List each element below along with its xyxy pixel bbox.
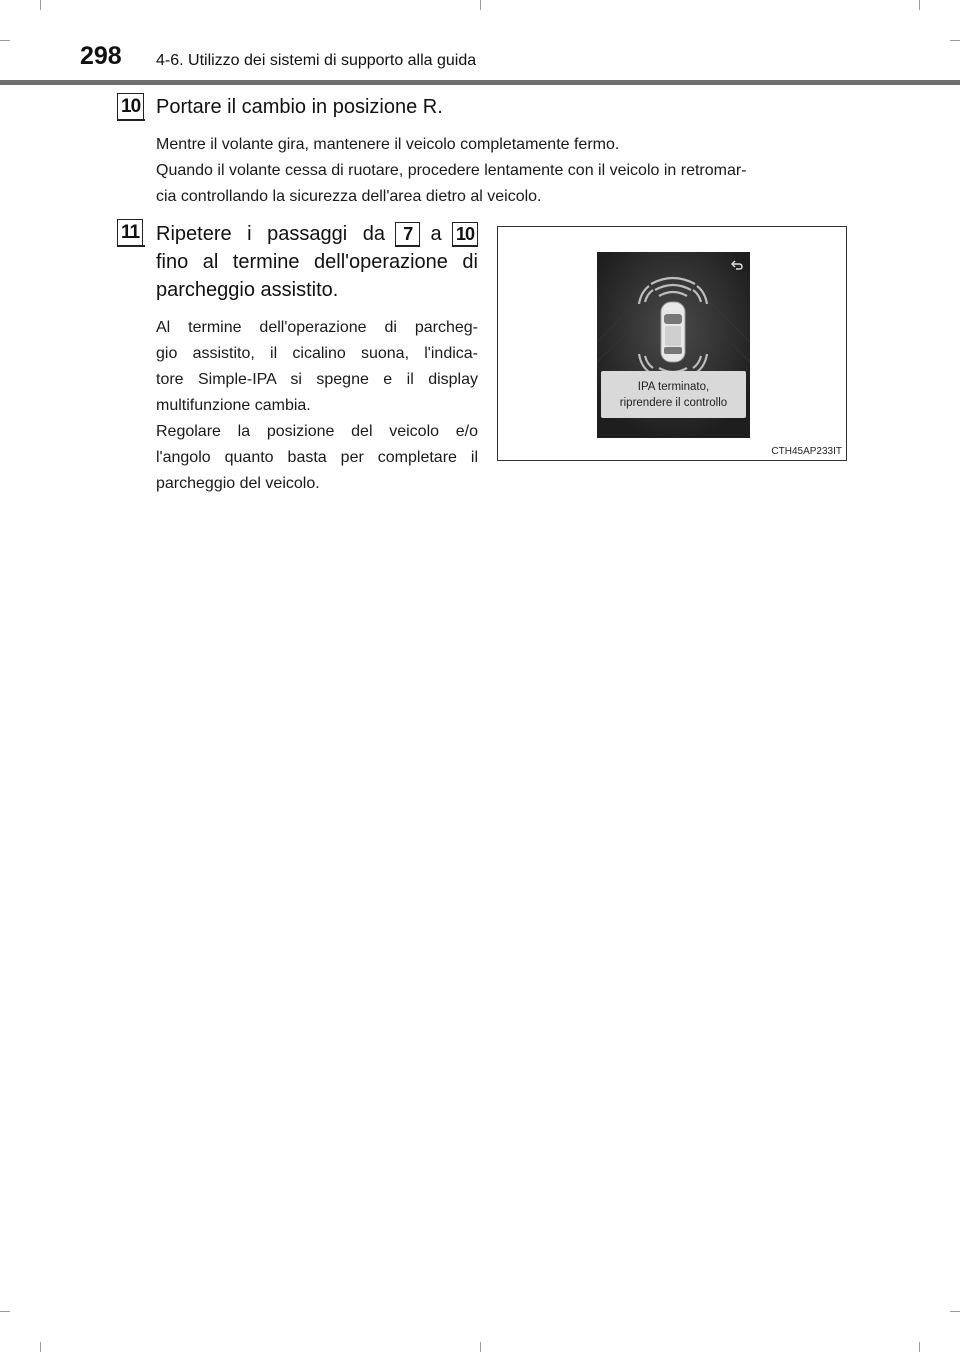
step-10-line-3: cia controllando la sicurezza dell'area dietro al veicolo. [156, 188, 542, 205]
step-ref-7: 7 [395, 222, 420, 247]
badge-underline [117, 119, 145, 121]
step-11-body-line-2: gio assistito, il cicalino suona, l'indica- [156, 345, 478, 362]
figure-code: CTH45AP233IT [771, 446, 842, 457]
car-top-view-icon [661, 302, 685, 362]
crop-mark [919, 0, 920, 10]
badge-underline [117, 245, 145, 247]
crop-mark [0, 1311, 10, 1312]
message-line-1: IPA terminato, [637, 380, 710, 393]
step-11-body-line-5: Regolare la posizione del veicolo e/o [156, 423, 478, 440]
step-11-heading-line-1 [156, 219, 478, 249]
step-badge-11: 11 [117, 219, 143, 246]
step-11-body-line-4: multifunzione cambia. [156, 397, 311, 414]
section-title: 4-6. Utilizzo dei sistemi di supporto alla guida [156, 52, 477, 69]
step-ref-10: 10 [452, 222, 478, 247]
step-11-heading-line-2: fino al termine dell'operazione di [156, 251, 478, 273]
crop-mark [480, 1342, 481, 1352]
crop-mark [480, 0, 481, 10]
heading-connector: a [430, 223, 442, 245]
ipa-display-illustration [497, 226, 847, 461]
crop-mark [40, 1342, 41, 1352]
step-11-body-line-7: parcheggio del veicolo. [156, 475, 320, 492]
step-11-body-line-3: tore Simple-IPA si spegne e il display [156, 371, 478, 388]
step-badge-10: 10 [117, 93, 144, 120]
message-line-2: riprendere il controllo [619, 396, 728, 409]
crop-mark [40, 0, 41, 10]
back-arrow-icon [731, 260, 743, 270]
step-10-heading: Portare il cambio in posizione R. [156, 96, 443, 118]
step-11-body-line-1: Al termine dell'operazione di parcheg- [156, 319, 478, 336]
multi-information-display [597, 252, 750, 438]
crop-mark [950, 1311, 960, 1312]
crop-mark [0, 40, 10, 41]
step-11-heading-line-3: parcheggio assistito. [156, 279, 339, 301]
heading-word-group: Ripetere i passaggi da [156, 223, 386, 245]
page-number: 298 [80, 42, 122, 70]
step-10-line-2: Quando il volante cessa di ruotare, procedere lentamente con il veicolo in retromar- [156, 162, 747, 179]
header-divider [0, 80, 960, 85]
crop-mark [950, 40, 960, 41]
crop-mark [919, 1342, 920, 1352]
ipa-finished-message [601, 371, 746, 418]
step-11-body-line-6: l'angolo quanto basta per completare il [156, 449, 478, 466]
step-10-line-1: Mentre il volante gira, mantenere il veicolo completamente fermo. [156, 136, 620, 153]
